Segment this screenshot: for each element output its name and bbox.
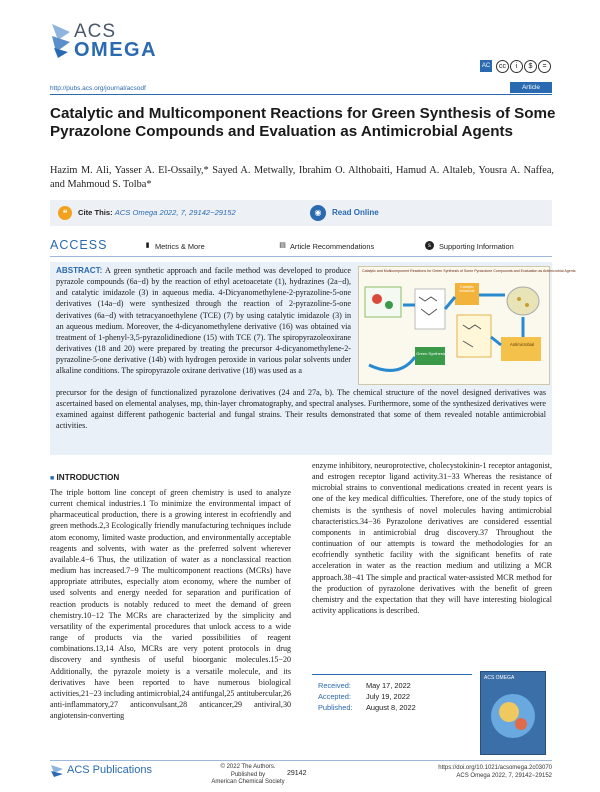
journal-logo-acs: ACS — [74, 21, 117, 42]
accepted-label: Accepted: — [318, 692, 351, 701]
header-rule — [50, 94, 552, 95]
journal-logo-omega: OMEGA — [74, 39, 158, 61]
published-label: Published: — [318, 703, 353, 712]
metrics-icon: ▮ — [145, 241, 150, 249]
cite-icon: ❝ — [58, 206, 72, 220]
author-choice-icon: AC — [480, 60, 492, 72]
acs-publications-logo-mark — [50, 764, 64, 778]
introduction-heading — [50, 473, 119, 482]
cite-citation: ACS Omega 2022, 7, 29142−29152 — [114, 208, 236, 217]
copyright-line1: © 2022 The Authors. Published by — [220, 764, 276, 778]
cover-title: ACS OMEGA — [484, 675, 515, 681]
intro-left-column — [50, 487, 291, 721]
acs-logo-mark — [50, 22, 72, 60]
access-rule — [50, 256, 552, 257]
toc-title: Catalytic and Multicomponent Reactions for Green Synthesis of Some Pyrazolone Compounds and Evaluation as Antimicrobial Agents — [362, 269, 576, 273]
article-title: Catalytic and Multicomponent Reactions for Green Synthesis of Some Pyrazolone Compounds and Evaluation as Antimicrobial Agents — [50, 105, 556, 140]
footer-rule — [50, 760, 552, 761]
copyright-notice — [208, 764, 288, 787]
supporting-info-icon: s — [425, 241, 434, 250]
acs-publications-logo: ACS Publications — [67, 764, 152, 776]
read-online-icon: ◉ — [310, 205, 326, 221]
abstract-part1: A green synthetic approach and facile method was developed to produce pyrazole compounds (6a−d) by the reaction of ethyl acetoacetate (1), hydrazines (2a−d), and catalytic imidazole (3) in aqueous media. 4-Dicyanomethylene-2-pyrazoline-5-one derivatives (14a−d) were synthesized through the reaction of 2-pyrazoline-5-one derivatives (6a−d) with tetracyanoethylene (TCE) (7) by using catalytic imidazole (3) in an aqueous medium. Moreover, the 4-dicyanomethylene derivative (16) was obtained via treatment of 1-phenyl-3,5-pyrazolidinedione (15) with TCE (7). The spiropyrazoleoxirane derivatives (18 and 20) were prepared by treating the precursor 4-dicyanomethylene-2-pyrazoline-5-one derivative (14b) with hydrogen peroxide in various polar solvents under alkaline conditions. The spiropyrazole oxirane derivative (18) was used as a — [56, 266, 351, 376]
received-date: May 17, 2022 — [366, 681, 411, 690]
received-label: Received: — [318, 681, 351, 690]
doi-block — [420, 764, 552, 780]
dates-rule — [312, 674, 472, 675]
nd-icon: = — [538, 60, 551, 73]
recommendations-icon: ▤ — [279, 241, 286, 249]
recommendations-link[interactable]: Article Recommendations — [290, 242, 375, 251]
cite-this[interactable] — [78, 208, 236, 217]
cite-label: Cite This: — [78, 208, 113, 217]
page-number: 29142 — [287, 770, 307, 777]
journal-url-link[interactable]: http://pubs.acs.org/journal/acsodf — [50, 85, 146, 92]
abstract-label: ABSTRACT: — [56, 266, 103, 275]
footer-citation: ACS Omega 2022, 7, 29142−29152 — [456, 773, 552, 779]
introduction-heading-text: INTRODUCTION — [56, 473, 120, 482]
section-bullet-icon: ■ — [50, 475, 55, 482]
intro-right-text: enzyme inhibitory, neuroprotective, cholecystokinin-1 receptor antagonist, and estrogen receptor ligand activity.31−33 Whereas the resistance of microbial strains to conventional medications created in recent years is one of the key medical difficulties. Therefore, one of the study topics of chemists is the synthesis of novel molecules having antimicrobial characteristics.34−36 Pyrazolone derivatives are considered essential components in antimicrobial drug discovery.37 Throughout the continuation of our attempts is toward the methodologies for an ecofriendly synthetic facility with the significant benefits of rate acceleration in water as the reaction medium and utilizing a MCR approach.38−41 The simple and practical water-assisted MCR method for the production of pyrazolone derivatives with the benefit of green chemistry and the expectation that they will have interesting biological activity applications is described. — [312, 461, 552, 616]
doi-link[interactable]: https://doi.org/10.1021/acsomega.2c03070 — [438, 765, 552, 771]
toc-label-green: Green Synthesis — [416, 351, 446, 356]
license-badges[interactable] — [480, 60, 552, 72]
copyright-line2: American Chemical Society — [211, 779, 285, 785]
toc-label-catalyst: Catalytic imidazole — [459, 285, 475, 293]
read-online-button[interactable]: Read Online — [332, 208, 379, 217]
toc-graphic — [358, 266, 576, 385]
nc-icon: $ — [524, 60, 537, 73]
cc-icon: cc — [496, 60, 509, 73]
intro-left-text: The triple bottom line concept of green chemistry is used to analyze current chemical industries.1 To minimize the environmental impact of pharmaceutical production, there is a growing interest in ecofriendly and green methods.2,3 Ecologically friendly manufacturing techniques include atom economy, limited waste production, and environmentally acceptable reagents and solvents, with water as the preferred solvent wherever available.4−6 Thus, the utilization of water as a nonclassical reaction medium has increased.7−9 The multicomponent reactions (MCRs) have appropriate attributes, especially atom economy, where the number of used solvents and energy needed for separation and purification of reaction products is notably reduced to meet the demand of green chemistry.10−12 The MCRs are characterized by the simplicity and versatility of the experimental procedures that unlock access to a wide range of products via the varied possibilities of reagent combinations.13,14 Also, MCRs are very potent protocols in drug discovery and synthesis of useful bioorganic molecules.15−20 Additionally, the pyrazole moiety is a versatile molecule, and its derivatives have been reported to have numerous biological activities,21−23 including antimicrobial,24 antifungal,25 antitubercular,26 anti-inflammatory,27 anticonvulsant,28 anticancer,29 antiviral,30 angiotensin-converting — [50, 488, 291, 721]
article-type-badge: Article — [510, 82, 552, 93]
article-dates — [318, 680, 416, 713]
supporting-info-link[interactable]: Supporting Information — [439, 242, 514, 251]
access-label: ACCESS — [50, 238, 108, 252]
by-icon: i — [510, 60, 523, 73]
published-date: August 8, 2022 — [366, 703, 416, 712]
toc-label-antimicrobial: Antimicrobial — [510, 342, 534, 347]
journal-cover-thumbnail — [480, 671, 546, 755]
abstract-text — [56, 265, 351, 377]
abstract-continued: precursor for the design of functionalized pyrazolone derivatives (24 and 27a, b). The chemical structure of the novel designed derivatives was ascertained based on elemental analyses, mp, thin-layer chromatography, and spectral analyses. Furthermore, some of the synthesized derivatives were examined against different pathogenic bacterial and fungal strains. Their results demonstrated that some of them revealed notable antimicrobial activities. — [56, 388, 546, 431]
metrics-link[interactable]: Metrics & More — [155, 242, 205, 251]
cover-art — [481, 682, 545, 752]
intro-right-column — [312, 460, 552, 616]
author-list: Hazim M. Ali, Yasser A. El-Ossaily,* Sayed A. Metwally, Ibrahim O. Althobaiti, Hamud A. Altaleb, Yousra A. Naffea, and Mahmoud S. Tolba* — [50, 165, 554, 190]
accepted-date: July 19, 2022 — [366, 692, 410, 701]
